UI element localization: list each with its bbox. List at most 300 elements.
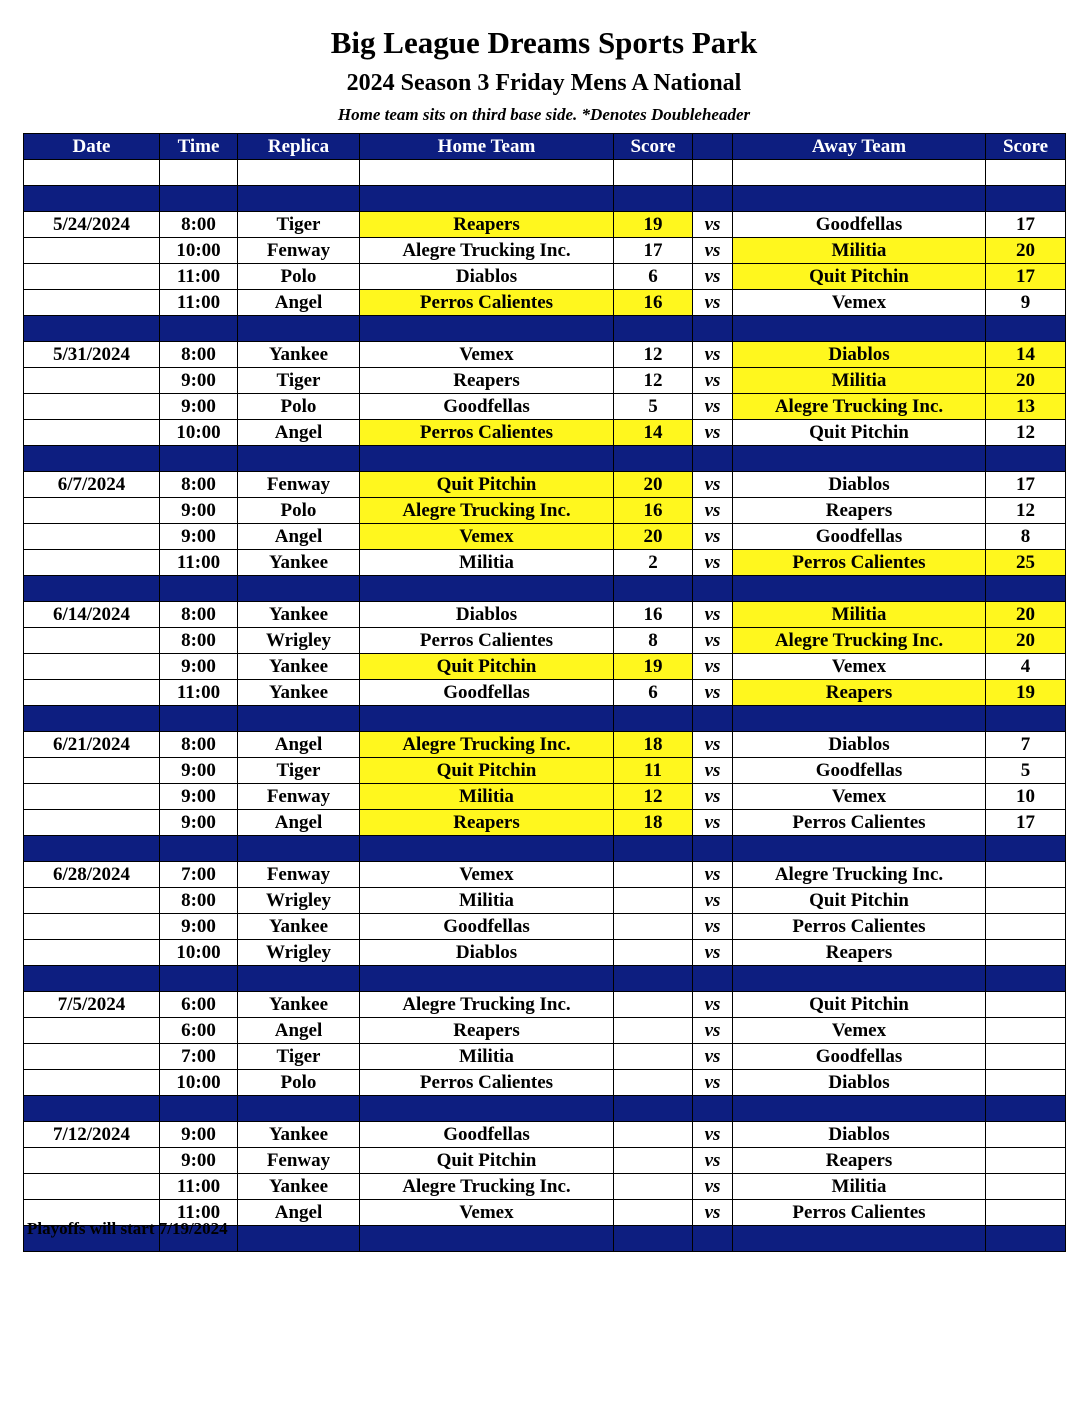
game-time: 9:00 xyxy=(160,810,238,836)
game-time: 11:00 xyxy=(160,680,238,706)
game-replica: Polo xyxy=(238,1070,360,1096)
away-score xyxy=(986,1174,1066,1200)
separator-cell xyxy=(238,836,360,862)
away-team: Goodfellas xyxy=(733,524,986,550)
game-replica: Angel xyxy=(238,290,360,316)
week-separator-row xyxy=(24,316,1066,342)
game-time: 8:00 xyxy=(160,342,238,368)
separator-cell xyxy=(238,446,360,472)
game-row xyxy=(24,420,1066,446)
separator-cell xyxy=(614,1096,693,1122)
home-team: Quit Pitchin xyxy=(360,654,614,680)
separator-cell xyxy=(160,706,238,732)
home-score xyxy=(614,862,693,888)
game-replica: Yankee xyxy=(238,550,360,576)
home-team: Perros Calientes xyxy=(360,420,614,446)
game-date: 5/31/2024 xyxy=(24,342,160,368)
col-header-replica: Replica xyxy=(238,134,360,160)
playoffs-note: Playoffs will start 7/19/2024 xyxy=(27,1219,228,1238)
separator-cell xyxy=(693,446,733,472)
home-score: 20 xyxy=(614,524,693,550)
game-row xyxy=(24,758,1066,784)
away-score: 13 xyxy=(986,394,1066,420)
vs-label: vs xyxy=(693,238,733,264)
vs-label: vs xyxy=(693,940,733,966)
separator-cell xyxy=(160,966,238,992)
game-row xyxy=(24,628,1066,654)
separator-cell xyxy=(360,706,614,732)
home-score: 12 xyxy=(614,342,693,368)
separator-cell xyxy=(238,706,360,732)
home-score: 8 xyxy=(614,628,693,654)
separator-cell xyxy=(24,446,160,472)
separator-cell xyxy=(238,316,360,342)
home-score xyxy=(614,888,693,914)
game-replica: Tiger xyxy=(238,1044,360,1070)
away-team: Alegre Trucking Inc. xyxy=(733,394,986,420)
game-row xyxy=(24,342,1066,368)
game-date xyxy=(24,680,160,706)
game-row xyxy=(24,524,1066,550)
away-score: 14 xyxy=(986,342,1066,368)
separator-cell xyxy=(238,1226,360,1252)
away-team: Militia xyxy=(733,1174,986,1200)
home-score xyxy=(614,940,693,966)
separator-cell xyxy=(238,966,360,992)
home-team: Quit Pitchin xyxy=(360,1148,614,1174)
home-score: 14 xyxy=(614,420,693,446)
game-row xyxy=(24,498,1066,524)
away-score: 17 xyxy=(986,810,1066,836)
col-header-time: Time xyxy=(160,134,238,160)
vs-label: vs xyxy=(693,992,733,1018)
home-team: Diablos xyxy=(360,940,614,966)
home-score: 19 xyxy=(614,654,693,680)
game-date xyxy=(24,654,160,680)
home-team: Reapers xyxy=(360,810,614,836)
vs-label: vs xyxy=(693,654,733,680)
separator-cell xyxy=(24,316,160,342)
game-date xyxy=(24,394,160,420)
separator-cell xyxy=(986,706,1066,732)
game-replica: Wrigley xyxy=(238,888,360,914)
game-replica: Yankee xyxy=(238,654,360,680)
separator-cell xyxy=(24,706,160,732)
vs-label: vs xyxy=(693,1174,733,1200)
away-team: Diablos xyxy=(733,342,986,368)
separator-cell xyxy=(160,576,238,602)
game-replica: Yankee xyxy=(238,602,360,628)
game-replica: Yankee xyxy=(238,342,360,368)
week-separator-row xyxy=(24,706,1066,732)
home-score: 16 xyxy=(614,290,693,316)
home-score: 20 xyxy=(614,472,693,498)
separator-cell xyxy=(24,1096,160,1122)
away-score: 20 xyxy=(986,368,1066,394)
separator-cell xyxy=(733,966,986,992)
away-score: 17 xyxy=(986,264,1066,290)
week-separator-row xyxy=(24,966,1066,992)
away-score: 9 xyxy=(986,290,1066,316)
vs-label: vs xyxy=(693,732,733,758)
game-replica: Fenway xyxy=(238,1148,360,1174)
away-score xyxy=(986,1018,1066,1044)
col-header-home-team: Home Team xyxy=(360,134,614,160)
separator-cell xyxy=(360,836,614,862)
week-separator-row xyxy=(24,836,1066,862)
away-team: Goodfellas xyxy=(733,1044,986,1070)
vs-label: vs xyxy=(693,550,733,576)
separator-cell xyxy=(986,576,1066,602)
home-score xyxy=(614,914,693,940)
away-score: 20 xyxy=(986,628,1066,654)
game-row xyxy=(24,992,1066,1018)
home-team: Alegre Trucking Inc. xyxy=(360,498,614,524)
separator-cell xyxy=(614,316,693,342)
away-team: Vemex xyxy=(733,784,986,810)
separator-cell xyxy=(693,966,733,992)
game-row xyxy=(24,238,1066,264)
game-time: 9:00 xyxy=(160,498,238,524)
home-team: Vemex xyxy=(360,862,614,888)
home-team: Goodfellas xyxy=(360,1122,614,1148)
col-header-vs xyxy=(693,134,733,160)
game-date: 6/21/2024 xyxy=(24,732,160,758)
away-score xyxy=(986,940,1066,966)
home-team: Diablos xyxy=(360,264,614,290)
game-time: 10:00 xyxy=(160,1070,238,1096)
separator-cell xyxy=(160,186,238,212)
game-replica: Tiger xyxy=(238,758,360,784)
separator-cell xyxy=(24,836,160,862)
game-time: 10:00 xyxy=(160,238,238,264)
game-replica: Fenway xyxy=(238,238,360,264)
away-score xyxy=(986,1044,1066,1070)
game-replica: Angel xyxy=(238,1018,360,1044)
game-row xyxy=(24,1018,1066,1044)
game-replica: Angel xyxy=(238,732,360,758)
away-team: Quit Pitchin xyxy=(733,992,986,1018)
game-time: 9:00 xyxy=(160,758,238,784)
col-header-home-score: Score xyxy=(614,134,693,160)
home-score: 17 xyxy=(614,238,693,264)
game-time: 9:00 xyxy=(160,524,238,550)
game-replica: Yankee xyxy=(238,680,360,706)
game-replica: Yankee xyxy=(238,1122,360,1148)
game-row xyxy=(24,290,1066,316)
away-team: Perros Calientes xyxy=(733,550,986,576)
game-time: 6:00 xyxy=(160,992,238,1018)
separator-cell xyxy=(986,966,1066,992)
separator-cell xyxy=(693,1226,733,1252)
game-date xyxy=(24,238,160,264)
game-date xyxy=(24,758,160,784)
vs-label: vs xyxy=(693,914,733,940)
game-date: 7/12/2024 xyxy=(24,1122,160,1148)
home-score: 6 xyxy=(614,680,693,706)
separator-cell xyxy=(238,1096,360,1122)
home-score: 12 xyxy=(614,368,693,394)
home-score: 6 xyxy=(614,264,693,290)
game-time: 11:00 xyxy=(160,1174,238,1200)
separator-cell xyxy=(360,446,614,472)
game-date xyxy=(24,1174,160,1200)
separator-cell xyxy=(360,1226,614,1252)
game-time: 8:00 xyxy=(160,472,238,498)
vs-label: vs xyxy=(693,212,733,238)
game-date: 5/24/2024 xyxy=(24,212,160,238)
game-replica: Polo xyxy=(238,394,360,420)
separator-cell xyxy=(693,316,733,342)
game-date: 6/7/2024 xyxy=(24,472,160,498)
home-score xyxy=(614,1200,693,1226)
separator-cell xyxy=(614,836,693,862)
away-score: 19 xyxy=(986,680,1066,706)
home-team: Alegre Trucking Inc. xyxy=(360,1174,614,1200)
home-team: Militia xyxy=(360,888,614,914)
vs-label: vs xyxy=(693,368,733,394)
game-row xyxy=(24,940,1066,966)
separator-cell xyxy=(693,706,733,732)
game-date xyxy=(24,1044,160,1070)
game-row xyxy=(24,1174,1066,1200)
separator-cell xyxy=(614,446,693,472)
game-replica: Yankee xyxy=(238,992,360,1018)
game-date xyxy=(24,1070,160,1096)
vs-label: vs xyxy=(693,1044,733,1070)
away-team: Vemex xyxy=(733,1018,986,1044)
game-row xyxy=(24,732,1066,758)
game-date xyxy=(24,290,160,316)
away-score: 12 xyxy=(986,498,1066,524)
away-score: 20 xyxy=(986,238,1066,264)
home-team: Alegre Trucking Inc. xyxy=(360,238,614,264)
home-team: Alegre Trucking Inc. xyxy=(360,732,614,758)
separator-cell xyxy=(986,1226,1066,1252)
separator-cell xyxy=(986,316,1066,342)
game-time: 9:00 xyxy=(160,394,238,420)
away-score: 4 xyxy=(986,654,1066,680)
week-separator-row xyxy=(24,1096,1066,1122)
page-subtitle: 2024 Season 3 Friday Mens A National xyxy=(346,70,742,96)
game-replica: Fenway xyxy=(238,472,360,498)
vs-label: vs xyxy=(693,394,733,420)
game-row xyxy=(24,368,1066,394)
home-score xyxy=(614,1018,693,1044)
separator-cell xyxy=(986,1096,1066,1122)
home-team: Perros Calientes xyxy=(360,1070,614,1096)
separator-cell xyxy=(986,836,1066,862)
away-score: 20 xyxy=(986,602,1066,628)
separator-cell xyxy=(986,446,1066,472)
game-row xyxy=(24,680,1066,706)
separator-cell xyxy=(360,1096,614,1122)
away-score: 17 xyxy=(986,472,1066,498)
home-score xyxy=(614,992,693,1018)
vs-label: vs xyxy=(693,1018,733,1044)
away-score xyxy=(986,914,1066,940)
week-separator-row xyxy=(24,186,1066,212)
home-team: Reapers xyxy=(360,1018,614,1044)
game-row xyxy=(24,1148,1066,1174)
vs-label: vs xyxy=(693,1200,733,1226)
separator-cell xyxy=(733,1096,986,1122)
home-team: Vemex xyxy=(360,524,614,550)
game-time: 9:00 xyxy=(160,1122,238,1148)
separator-cell xyxy=(238,186,360,212)
game-time: 6:00 xyxy=(160,1018,238,1044)
away-score xyxy=(986,1122,1066,1148)
home-score xyxy=(614,1044,693,1070)
home-team: Alegre Trucking Inc. xyxy=(360,992,614,1018)
game-replica: Yankee xyxy=(238,1174,360,1200)
game-replica: Wrigley xyxy=(238,940,360,966)
separator-cell xyxy=(360,966,614,992)
away-team: Vemex xyxy=(733,290,986,316)
separator-cell xyxy=(733,186,986,212)
game-row xyxy=(24,602,1066,628)
home-team-note: Home team sits on third base side. *Denotes Doubleheader xyxy=(337,105,751,124)
away-team: Alegre Trucking Inc. xyxy=(733,628,986,654)
game-time: 7:00 xyxy=(160,1044,238,1070)
away-team: Diablos xyxy=(733,472,986,498)
game-replica: Tiger xyxy=(238,368,360,394)
game-time: 8:00 xyxy=(160,732,238,758)
separator-cell xyxy=(160,836,238,862)
game-row xyxy=(24,862,1066,888)
separator-cell xyxy=(614,186,693,212)
separator-cell xyxy=(360,316,614,342)
separator-cell xyxy=(733,706,986,732)
separator-cell xyxy=(733,576,986,602)
vs-label: vs xyxy=(693,290,733,316)
game-time: 11:00 xyxy=(160,550,238,576)
separator-cell xyxy=(614,1226,693,1252)
vs-label: vs xyxy=(693,472,733,498)
vs-label: vs xyxy=(693,758,733,784)
game-time: 11:00 xyxy=(160,1200,238,1226)
away-score: 10 xyxy=(986,784,1066,810)
home-team: Diablos xyxy=(360,602,614,628)
vs-label: vs xyxy=(693,602,733,628)
game-row xyxy=(24,472,1066,498)
blank-row xyxy=(24,160,1066,186)
home-team: Reapers xyxy=(360,212,614,238)
game-replica: Wrigley xyxy=(238,628,360,654)
away-score xyxy=(986,1148,1066,1174)
game-time: 8:00 xyxy=(160,602,238,628)
away-team: Reapers xyxy=(733,680,986,706)
game-replica: Angel xyxy=(238,810,360,836)
separator-cell xyxy=(693,836,733,862)
vs-label: vs xyxy=(693,524,733,550)
game-replica: Fenway xyxy=(238,862,360,888)
away-score xyxy=(986,888,1066,914)
away-team: Alegre Trucking Inc. xyxy=(733,862,986,888)
away-team: Goodfellas xyxy=(733,212,986,238)
game-row xyxy=(24,914,1066,940)
home-team: Goodfellas xyxy=(360,394,614,420)
game-row xyxy=(24,1122,1066,1148)
home-score: 2 xyxy=(614,550,693,576)
game-date xyxy=(24,420,160,446)
schedule-table xyxy=(23,133,1066,1252)
away-team: Diablos xyxy=(733,732,986,758)
game-row xyxy=(24,212,1066,238)
home-score: 18 xyxy=(614,810,693,836)
game-row xyxy=(24,550,1066,576)
away-team: Perros Calientes xyxy=(733,914,986,940)
game-date xyxy=(24,628,160,654)
away-score: 7 xyxy=(986,732,1066,758)
game-date xyxy=(24,888,160,914)
vs-label: vs xyxy=(693,862,733,888)
game-time: 11:00 xyxy=(160,290,238,316)
game-date: 6/14/2024 xyxy=(24,602,160,628)
separator-cell xyxy=(24,966,160,992)
home-team: Quit Pitchin xyxy=(360,472,614,498)
game-date xyxy=(24,940,160,966)
away-team: Reapers xyxy=(733,498,986,524)
game-date: 7/5/2024 xyxy=(24,992,160,1018)
game-date xyxy=(24,498,160,524)
game-row xyxy=(24,264,1066,290)
home-team: Militia xyxy=(360,1044,614,1070)
vs-label: vs xyxy=(693,888,733,914)
game-date xyxy=(24,914,160,940)
home-score: 19 xyxy=(614,212,693,238)
vs-label: vs xyxy=(693,810,733,836)
away-team: Militia xyxy=(733,238,986,264)
vs-label: vs xyxy=(693,1122,733,1148)
game-row xyxy=(24,654,1066,680)
game-time: 7:00 xyxy=(160,862,238,888)
away-score: 5 xyxy=(986,758,1066,784)
home-score xyxy=(614,1148,693,1174)
game-row xyxy=(24,1044,1066,1070)
away-score xyxy=(986,1200,1066,1226)
game-time: 10:00 xyxy=(160,420,238,446)
separator-cell xyxy=(733,316,986,342)
game-time: 8:00 xyxy=(160,212,238,238)
away-score: 17 xyxy=(986,212,1066,238)
game-time: 8:00 xyxy=(160,628,238,654)
separator-cell xyxy=(693,576,733,602)
header-row xyxy=(24,134,1066,160)
away-team: Perros Calientes xyxy=(733,810,986,836)
away-team: Quit Pitchin xyxy=(733,888,986,914)
home-score xyxy=(614,1070,693,1096)
home-team: Vemex xyxy=(360,342,614,368)
week-separator-row xyxy=(24,446,1066,472)
game-time: 11:00 xyxy=(160,264,238,290)
game-replica: Polo xyxy=(238,498,360,524)
away-score: 12 xyxy=(986,420,1066,446)
game-time: 9:00 xyxy=(160,368,238,394)
game-row xyxy=(24,810,1066,836)
game-time: 9:00 xyxy=(160,1148,238,1174)
home-score xyxy=(614,1122,693,1148)
home-team: Perros Calientes xyxy=(360,628,614,654)
away-team: Quit Pitchin xyxy=(733,420,986,446)
separator-cell xyxy=(733,1226,986,1252)
home-score: 12 xyxy=(614,784,693,810)
away-team: Goodfellas xyxy=(733,758,986,784)
separator-cell xyxy=(24,576,160,602)
separator-cell xyxy=(160,316,238,342)
away-team: Reapers xyxy=(733,1148,986,1174)
away-team: Reapers xyxy=(733,940,986,966)
